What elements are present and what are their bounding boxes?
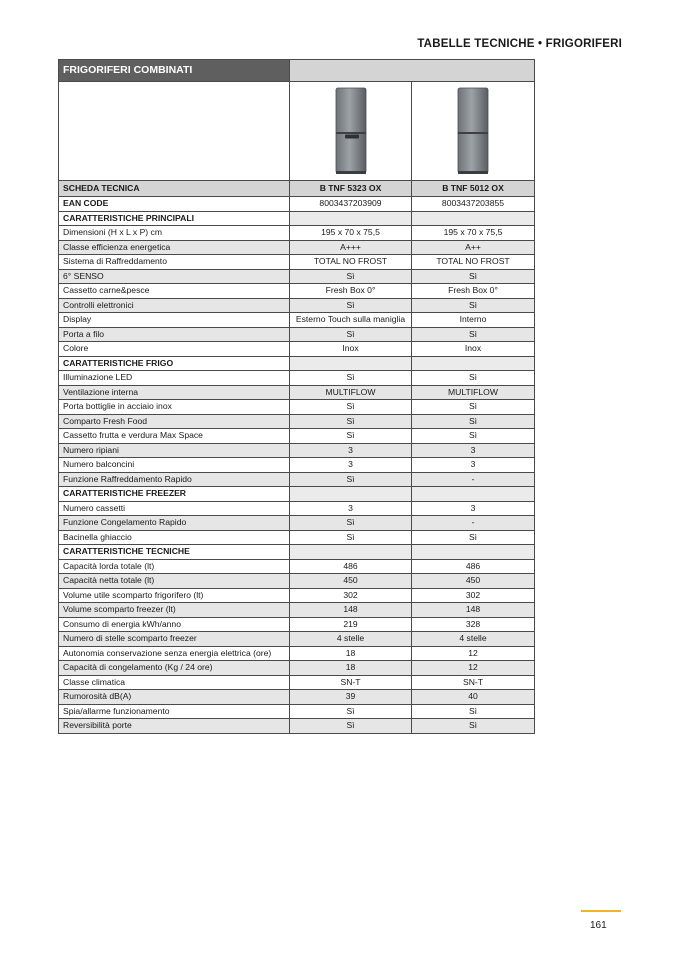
spec-label: SCHEDA TECNICA (59, 181, 290, 197)
row-value-model-2: - (412, 472, 535, 487)
table-title-filler (290, 60, 535, 82)
table-row (59, 255, 535, 270)
table-row (59, 617, 535, 632)
row-label: Capacità netta totale (lt) (59, 574, 290, 589)
section-header-row (59, 487, 535, 502)
row-value-model-1: Sì (290, 414, 412, 429)
row-value-model-2: Sì (412, 371, 535, 386)
row-label: Cassetto carne&pesce (59, 284, 290, 299)
table-row (59, 443, 535, 458)
row-value-model-1: Sì (290, 327, 412, 342)
row-value-model-1: 450 (290, 574, 412, 589)
table-row (59, 472, 535, 487)
table-row (59, 559, 535, 574)
row-label: Classe efficienza energetica (59, 240, 290, 255)
row-label: Ventilazione interna (59, 385, 290, 400)
table-row (59, 197, 535, 212)
row-label: Capacità lorda totale (lt) (59, 559, 290, 574)
row-value-model-1: 3 (290, 443, 412, 458)
row-label: Display (59, 313, 290, 328)
row-label: Numero ripiani (59, 443, 290, 458)
row-value-model-1: 219 (290, 617, 412, 632)
product-image-cell-2 (412, 82, 535, 181)
row-label: Comparto Fresh Food (59, 414, 290, 429)
table-row (59, 516, 535, 531)
section-header-row (59, 356, 535, 371)
table-row (59, 603, 535, 618)
row-value-model-1: Sì (290, 269, 412, 284)
row-label: Consumo di energia kWh/anno (59, 617, 290, 632)
row-label: Bacinella ghiaccio (59, 530, 290, 545)
row-value-model-1: 302 (290, 588, 412, 603)
row-label: Reversibilità porte (59, 719, 290, 734)
table-row (59, 429, 535, 444)
row-label: Capacità di congelamento (Kg / 24 ore) (59, 661, 290, 676)
row-value-model-1: Fresh Box 0° (290, 284, 412, 299)
row-label: Porta bottiglie in acciaio inox (59, 400, 290, 415)
table-row (59, 574, 535, 589)
section-filler-cell (412, 487, 535, 502)
row-label: Dimensioni (H x L x P) cm (59, 226, 290, 241)
row-label: Funzione Raffreddamento Rapido (59, 472, 290, 487)
page-number: 161 (590, 920, 607, 931)
row-value-model-2: 8003437203855 (412, 197, 535, 212)
row-label: Autonomia conservazione senza energia elettrica (ore) (59, 646, 290, 661)
row-value-model-1: Sì (290, 704, 412, 719)
table-row (59, 371, 535, 386)
row-label: Volume scomparto freezer (lt) (59, 603, 290, 618)
row-value-model-2: 12 (412, 646, 535, 661)
row-label: Numero cassetti (59, 501, 290, 516)
image-row-blank (59, 82, 290, 181)
row-value-model-2: TOTAL NO FROST (412, 255, 535, 270)
row-value-model-2: Sì (412, 298, 535, 313)
row-value-model-1: TOTAL NO FROST (290, 255, 412, 270)
row-value-model-2: Sì (412, 530, 535, 545)
section-filler-cell (290, 487, 412, 502)
table-row (59, 327, 535, 342)
row-value-model-1: SN-T (290, 675, 412, 690)
row-value-model-1: 4 stelle (290, 632, 412, 647)
row-value-model-2: MULTIFLOW (412, 385, 535, 400)
row-label: EAN CODE (59, 197, 290, 212)
row-value-model-2: Sì (412, 719, 535, 734)
row-value-model-1: 3 (290, 458, 412, 473)
table-row (59, 661, 535, 676)
row-label: Porta a filo (59, 327, 290, 342)
spec-header-row (59, 181, 535, 197)
section-title: CARATTERISTICHE FREEZER (59, 487, 290, 502)
row-label: Classe climatica (59, 675, 290, 690)
product-image-row (59, 82, 535, 181)
table-row (59, 530, 535, 545)
section-header-row (59, 211, 535, 226)
section-header-row (59, 545, 535, 560)
fridge-freezer-icon (333, 87, 369, 175)
table-row (59, 342, 535, 357)
row-value-model-1: MULTIFLOW (290, 385, 412, 400)
row-value-model-2: Interno (412, 313, 535, 328)
row-value-model-1: 18 (290, 646, 412, 661)
table-row (59, 226, 535, 241)
row-value-model-1: Sì (290, 298, 412, 313)
row-value-model-2: Inox (412, 342, 535, 357)
spec-table (58, 59, 535, 734)
fridge-freezer-icon (455, 87, 491, 175)
table-title: FRIGORIFERI COMBINATI (59, 60, 290, 82)
table-row (59, 385, 535, 400)
row-label: Spia/allarme funzionamento (59, 704, 290, 719)
product-image-cell-1 (290, 82, 412, 181)
row-value-model-2: 3 (412, 501, 535, 516)
row-value-model-2: Sì (412, 400, 535, 415)
row-value-model-1: 39 (290, 690, 412, 705)
table-row (59, 719, 535, 734)
row-label: 6° SENSO (59, 269, 290, 284)
row-value-model-2: 486 (412, 559, 535, 574)
table-row (59, 646, 535, 661)
row-value-model-1: Sì (290, 429, 412, 444)
row-value-model-1: Esterno Touch sulla maniglia (290, 313, 412, 328)
row-value-model-1: Sì (290, 400, 412, 415)
row-label: Controlli elettronici (59, 298, 290, 313)
row-value-model-2: - (412, 516, 535, 531)
row-value-model-1: Sì (290, 719, 412, 734)
section-title: CARATTERISTICHE FRIGO (59, 356, 290, 371)
row-label: Colore (59, 342, 290, 357)
row-value-model-1: A+++ (290, 240, 412, 255)
section-filler-cell (412, 211, 535, 226)
row-value-model-1: 3 (290, 501, 412, 516)
section-filler-cell (290, 545, 412, 560)
row-label: Illuminazione LED (59, 371, 290, 386)
table-row (59, 400, 535, 415)
row-value-model-1: Sì (290, 371, 412, 386)
row-label: Rumorosità dB(A) (59, 690, 290, 705)
row-value-model-2: 4 stelle (412, 632, 535, 647)
table-row (59, 313, 535, 328)
table-row (59, 632, 535, 647)
table-row (59, 501, 535, 516)
row-value-model-2: 328 (412, 617, 535, 632)
table-row (59, 284, 535, 299)
table-row (59, 690, 535, 705)
row-value-model-2: A++ (412, 240, 535, 255)
row-label: Numero balconcini (59, 458, 290, 473)
page-number-accent-line (581, 910, 621, 912)
row-value-model-2: SN-T (412, 675, 535, 690)
row-value-model-1: Inox (290, 342, 412, 357)
row-value-model-2: 12 (412, 661, 535, 676)
table-title-row (59, 60, 535, 82)
row-value-model-2: Sì (412, 704, 535, 719)
section-filler-cell (412, 545, 535, 560)
row-value-model-2: Fresh Box 0° (412, 284, 535, 299)
row-value-model-2: 302 (412, 588, 535, 603)
table-row (59, 588, 535, 603)
table-row (59, 414, 535, 429)
section-title: CARATTERISTICHE PRINCIPALI (59, 211, 290, 226)
row-value-model-1: 195 x 70 x 75,5 (290, 226, 412, 241)
row-label: Numero di stelle scomparto freezer (59, 632, 290, 647)
row-value-model-2: 195 x 70 x 75,5 (412, 226, 535, 241)
row-label: Sistema di Raffreddamento (59, 255, 290, 270)
row-value-model-2: 3 (412, 443, 535, 458)
row-value-model-1: 486 (290, 559, 412, 574)
row-value-model-2: Sì (412, 429, 535, 444)
section-filler-cell (412, 356, 535, 371)
row-value-model-2: 3 (412, 458, 535, 473)
row-value-model-2: 40 (412, 690, 535, 705)
row-value-model-1: Sì (290, 472, 412, 487)
page-header-title: TABELLE TECNICHE • FRIGORIFERI (417, 38, 622, 50)
model-name-1: B TNF 5323 OX (290, 181, 412, 197)
table-row (59, 240, 535, 255)
section-filler-cell (290, 211, 412, 226)
row-value-model-2: Sì (412, 327, 535, 342)
row-value-model-2: Sì (412, 414, 535, 429)
table-row (59, 704, 535, 719)
row-value-model-2: Sì (412, 269, 535, 284)
section-filler-cell (290, 356, 412, 371)
row-value-model-1: Sì (290, 516, 412, 531)
row-value-model-1: Sì (290, 530, 412, 545)
table-row (59, 458, 535, 473)
row-label: Funzione Congelamento Rapido (59, 516, 290, 531)
row-value-model-2: 450 (412, 574, 535, 589)
row-value-model-1: 148 (290, 603, 412, 618)
table-row (59, 269, 535, 284)
section-title: CARATTERISTICHE TECNICHE (59, 545, 290, 560)
table-row (59, 675, 535, 690)
row-label: Cassetto frutta e verdura Max Space (59, 429, 290, 444)
table-row (59, 298, 535, 313)
row-value-model-1: 18 (290, 661, 412, 676)
model-name-2: B TNF 5012 OX (412, 181, 535, 197)
row-label: Volume utile scomparto frigorifero (lt) (59, 588, 290, 603)
row-value-model-1: 8003437203909 (290, 197, 412, 212)
row-value-model-2: 148 (412, 603, 535, 618)
